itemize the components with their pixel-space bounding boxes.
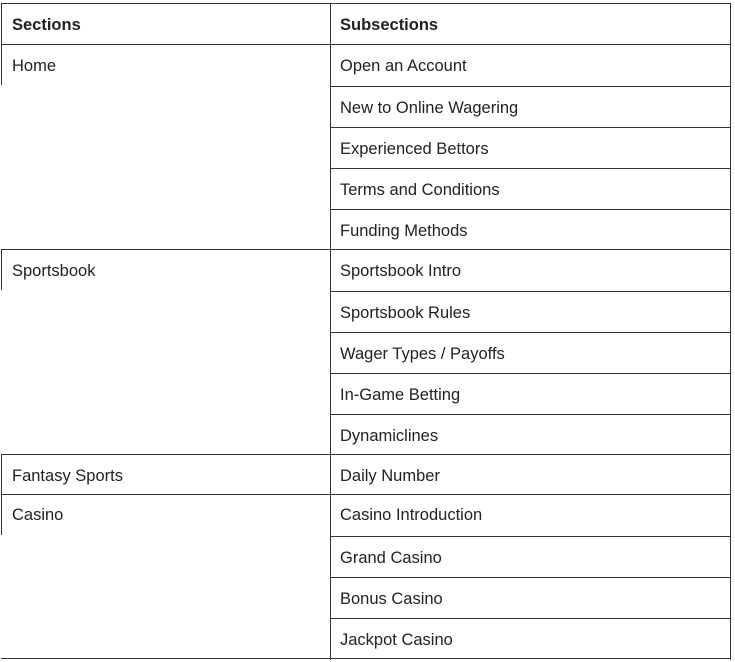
section-casino[interactable]: Casino [12,506,64,524]
table-bottom-border [1,658,731,659]
subsection-in-game-betting[interactable]: In-Game Betting [340,386,461,404]
header-cell-subsections [330,4,731,45]
subsection-open-an-account[interactable]: Open an Account [340,57,467,75]
section-cell-fantasy-sports [1,455,330,495]
subsection-cell [330,45,731,86]
subsection-daily-number[interactable]: Daily Number [340,467,440,485]
subsection-sportsbook-rules[interactable]: Sportsbook Rules [340,304,471,322]
subsection-funding-methods[interactable]: Funding Methods [340,222,468,240]
subsection-cell [330,332,731,374]
subsection-casino-introduction[interactable]: Casino Introduction [340,506,483,524]
subsection-cell [330,373,731,415]
subsection-cell [330,168,731,210]
table-group-casino [1,494,731,659]
table-group-home [1,44,731,250]
section-home[interactable]: Home [12,57,57,75]
subsection-new-to-online-wagering[interactable]: New to Online Wagering [340,99,519,117]
subsection-cell [330,414,731,456]
table-group-fantasy-sports [1,454,731,495]
subsection-cell [330,127,731,169]
subsection-bonus-casino[interactable]: Bonus Casino [340,590,443,608]
table-group-sportsbook [1,249,731,455]
section-cell-sportsbook [1,250,330,290]
header-subsections-label: Subsections [340,16,439,34]
section-fantasy-sports[interactable]: Fantasy Sports [12,467,123,485]
section-sportsbook[interactable]: Sportsbook [12,262,96,280]
subsection-experienced-bettors[interactable]: Experienced Bettors [340,140,489,158]
subsection-grand-casino[interactable]: Grand Casino [340,549,442,567]
subsection-cell [330,86,731,128]
section-cell-home [1,45,330,85]
subsection-terms-and-conditions[interactable]: Terms and Conditions [340,181,500,199]
header-sections-label: Sections [12,16,81,34]
subsection-jackpot-casino[interactable]: Jackpot Casino [340,631,453,649]
subsection-dynamiclines[interactable]: Dynamiclines [340,427,439,445]
subsection-cell [330,455,731,495]
subsection-cell [330,495,731,536]
subsection-cell [330,536,731,578]
subsection-cell [330,618,731,660]
subsection-cell [330,291,731,333]
section-cell-casino [1,495,330,535]
subsection-cell [330,577,731,619]
subsection-cell [330,250,731,291]
subsection-cell [330,209,731,251]
subsection-sportsbook-intro[interactable]: Sportsbook Intro [340,262,462,280]
header-cell-sections [1,4,330,44]
table-header-row [1,3,731,45]
subsection-wager-types-payoffs[interactable]: Wager Types / Payoffs [340,345,505,363]
